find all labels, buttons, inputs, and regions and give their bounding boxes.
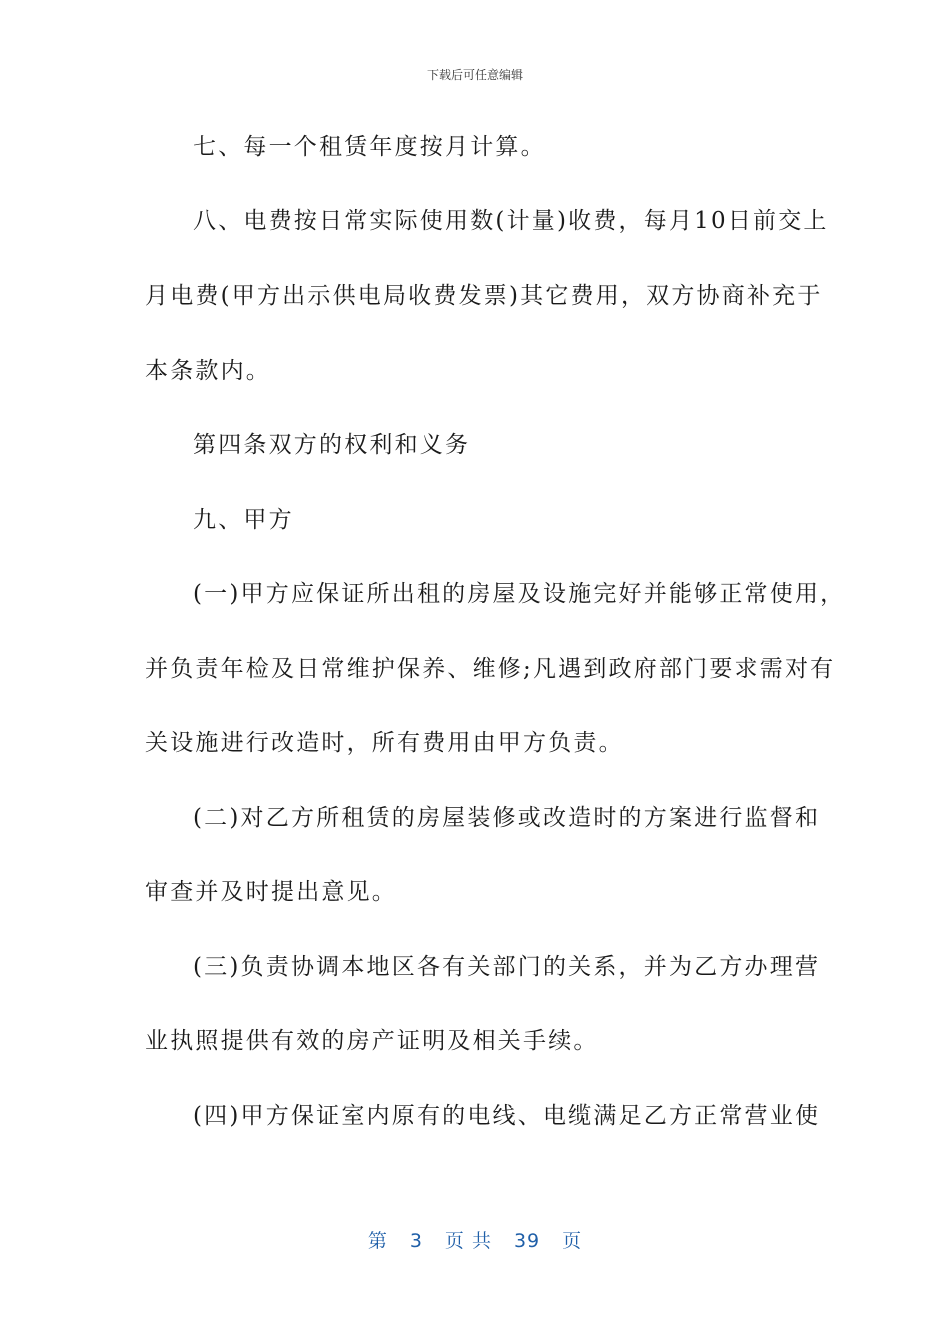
- total-pages-number: 39: [513, 1230, 541, 1252]
- paragraph-line: 并负责年检及日常维护保养、维修;凡遇到政府部门要求需对有: [145, 656, 836, 682]
- paragraph-line: (三)负责协调本地区各有关部门的关系，并为乙方办理营: [193, 954, 821, 980]
- paragraph-line: (一)甲方应保证所出租的房屋及设施完好并能够正常使用，: [193, 581, 846, 607]
- section-heading: 第四条双方的权利和义务: [193, 432, 471, 458]
- footer-middle: 页 共: [444, 1230, 492, 1252]
- paragraph-line: 关设施进行改造时，所有费用由甲方负责。: [145, 730, 624, 756]
- paragraph-line: 九、甲方: [193, 507, 294, 533]
- paragraph-line: 月电费(甲方出示供电局收费发票)其它费用，双方协商补充于: [145, 283, 823, 309]
- paragraph-line: 审查并及时提出意见。: [145, 879, 397, 905]
- paragraph-line: 业执照提供有效的房产证明及相关手续。: [145, 1028, 599, 1054]
- page-header-note: 下载后可任意编辑: [426, 68, 523, 82]
- paragraph-line: (四)甲方保证室内原有的电线、电缆满足乙方正常营业使: [193, 1103, 821, 1129]
- paragraph-line: (二)对乙方所租赁的房屋装修或改造时的方案进行监督和: [193, 805, 821, 831]
- current-page-number: 3: [409, 1230, 423, 1252]
- page-footer: [0, 1226, 950, 1253]
- paragraph-line: 八、电费按日常实际使用数(计量)收费，每月10日前交上: [193, 208, 829, 234]
- footer-prefix: 第: [367, 1230, 388, 1252]
- paragraph-line: 七、每一个租赁年度按月计算。: [193, 134, 546, 160]
- paragraph-line: 本条款内。: [145, 358, 271, 384]
- footer-suffix: 页: [562, 1230, 583, 1252]
